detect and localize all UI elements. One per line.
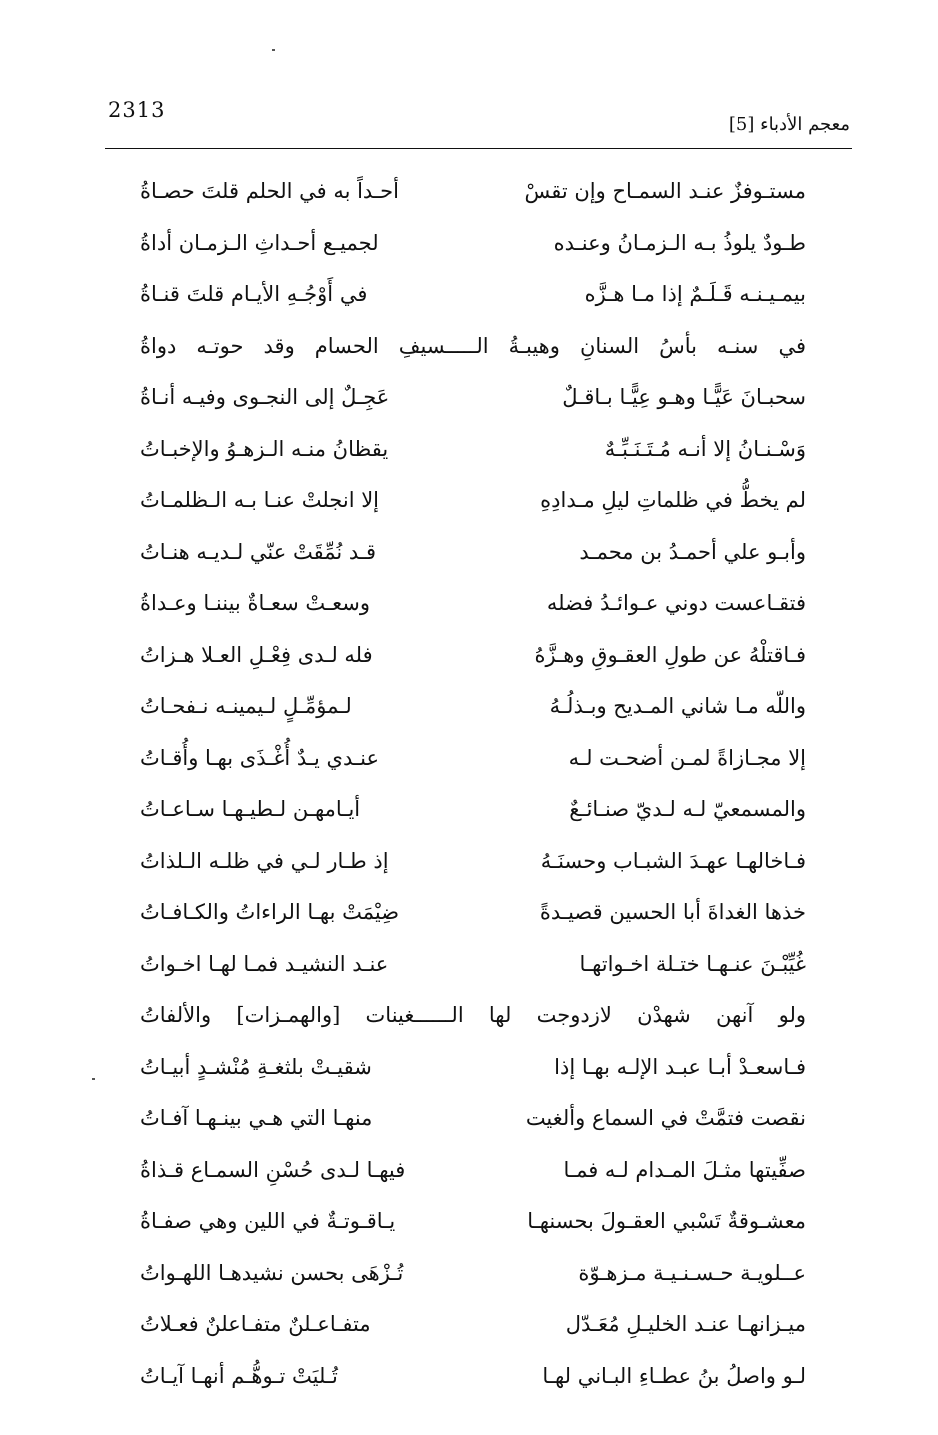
verse-line [140,475,806,527]
verse-second-hemistich: ضِيْمَتْ بهـا الراءاتُ والكـافـاتُ [140,900,400,924]
verse-first-hemistich: فتقـاعست دوني عـوائـدُ فضله [546,591,806,615]
verse-line [140,1093,806,1145]
verse-first-hemistich: والمسمعيّ لـه لـديّ صنـائـعٌ [569,797,806,821]
verse-second-hemistich: تُـزْهَى بحسن نشيدهـا اللهـواتُ [140,1260,404,1285]
verse-first-hemistich: لـو واصلُ بنُ عطـاءِ البـاني لهـا [542,1363,806,1388]
verse-full-line: في سنـه بأسُ السنانِ وهيبـةُ الـــــسيفِ الحسام وقد حوتـه دواةُ [140,333,806,358]
verse-first-hemistich: واللّه مـا شاني المـديح وبـذلُـهُ [549,694,806,718]
verse-first-hemistich: صفِّيتها مثـلَ المـدام لـه فمـا [563,1157,806,1182]
verse-second-hemistich: لـمؤمِّـلٍ لـيمينـه نـفحـاتُ [140,694,352,718]
verse-second-hemistich: قـد نُمِّقَتْ عنّي لـديـه هنـاتُ [140,539,377,564]
scan-speck [92,1078,95,1080]
verse-line [140,630,806,682]
verse-line [140,939,806,991]
verse-line [140,218,806,270]
verse-first-hemistich: فـاسعـدْ أبـا عبـد الإلـه بهـا إذا [554,1054,806,1079]
verse-line [140,527,806,579]
verse-second-hemistich: شقيـتْ بلثغـةِ مُنْشـدٍ أبيـاتُ [140,1054,372,1079]
verse-line [140,681,806,733]
verse-second-hemistich: عنـدي يـدٌ أُغْـذَى بهـا وأُقـاتُ [140,745,380,770]
verse-first-hemistich: مستـوفزٌ عنـد السمـاح وإن تقسْ [524,179,806,203]
verse-second-hemistich: متفـاعـلنٌ متفـاعلنٌ فعـلاتُ [140,1312,371,1336]
verse-first-hemistich: نقصت فتمَّتْ في السماع وألغيت [525,1106,806,1130]
verse-line [140,321,806,373]
verse-first-hemistich: إلا مجـازاةً لمـن أضحـت لـه [568,745,806,770]
verse-second-hemistich: فيهـا لـدى حُسْنِ السمـاع قـذاةُ [140,1157,406,1182]
verse-line [140,269,806,321]
scan-speck [272,49,275,51]
verse-line [140,784,806,836]
verse-first-hemistich: سحبـانَ عَيًّـا وهـو عِيًّـا بـاقـلٌ [562,385,806,409]
poem [140,166,806,1402]
verse-first-hemistich: وأبـو علي أحمـدُ بن محمـد [579,539,806,564]
verse-line [140,733,806,785]
verse-line [140,166,806,218]
verse-second-hemistich: أحـداً به في الحلم قلتَ حصـاةُ [140,179,399,203]
verse-line [140,1042,806,1094]
verse-line [140,1248,806,1300]
verse-line [140,578,806,630]
verse-second-hemistich: إذ طـار لـي في ظلـه الـلذاتُ [140,848,389,873]
verse-line [140,836,806,888]
verse-first-hemistich: بيمـيـنـه قَـلَـمٌ إذا مـا هـزَّه [584,282,806,306]
verse-second-hemistich: يـاقـوتـةٌ في اللين وهي صفـاةُ [140,1209,396,1233]
verse-second-hemistich: وسعـتْ سعـاةٌ بيننـا وعـداةُ [140,591,371,615]
verse-second-hemistich: فله لـدى فِعْـلِ العـلا هـزاتُ [140,642,373,667]
verse-second-hemistich: إلا انجلتْ عنـا بـه الـظلمـاتُ [140,488,380,512]
verse-line [140,1351,806,1403]
verse-first-hemistich: طـودٌ يلوذُ بـه الـزمـانُ وعنـده [553,230,806,255]
verse-first-hemistich: لم يخطُّ في ظلماتِ ليلِ مـدادِهِ [540,488,806,512]
verse-second-hemistich: تُـليَتْ تـوهُّـم أنهـا آيـاتُ [140,1363,338,1388]
verse-line [140,887,806,939]
verse-second-hemistich: في أَوْجُـهِ الأيـام قلتَ قنـاةُ [140,282,368,306]
page-number: 2313 [108,98,166,122]
verse-line [140,1145,806,1197]
verse-second-hemistich: لجميـع أحـداثِ الـزمـان أداةُ [140,230,379,255]
verse-first-hemistich: فـاقتلْهُ عن طولِ العقـوقِ وهـزَّهُ [534,642,806,667]
verse-first-hemistich: فـاخالهـا عهـدَ الشبـاب وحسنَـهُ [540,848,806,873]
verse-second-hemistich: عنـد النشيـد فمـا لهـا اخـواتُ [140,951,389,976]
verse-first-hemistich: خذها الغداةَ أبا الحسين قصيـدةً [539,900,806,924]
verse-line [140,424,806,476]
verse-full-line: ولو آنهن شهدْن لازدوجت لها الــــــغينات [والهمـزات] والألفاتُ [140,1003,806,1027]
verse-second-hemistich: عَجِـلٌ إلى النجـوى وفيـه أنـاةُ [140,385,390,409]
verse-second-hemistich: منهـا التي هـي بينـهـا آفـاتُ [140,1106,373,1130]
verse-line [140,1196,806,1248]
verse-first-hemistich: معشـوقةٌ تَسْبي العقـولَ بحسنهـا [527,1209,806,1233]
verse-line [140,990,806,1042]
header-rule [105,148,852,149]
verse-first-hemistich: غُيِّبْـنَ عنـهـا ختـلة اخـواتهـا [579,951,806,976]
verse-second-hemistich: يقظانُ منـه الـزهـوُ والإخبـاتُ [140,436,389,461]
verse-first-hemistich: وَسْـنـانُ إلا أنـه مُـتَـنَـبِّـهٌ [604,436,806,461]
verse-line [140,372,806,424]
verse-line [140,1299,806,1351]
verse-first-hemistich: ميـزانهـا عنـد الخليـلِ مُعَـدّل [565,1312,806,1336]
running-head: معجم الأدباء [5] [728,114,850,135]
verse-second-hemistich: أيـامهـن لـطيـهـا سـاعـاتُ [140,797,361,821]
verse-first-hemistich: عــلويـة حـسـنـيـة مـزهـوّة [578,1260,806,1285]
